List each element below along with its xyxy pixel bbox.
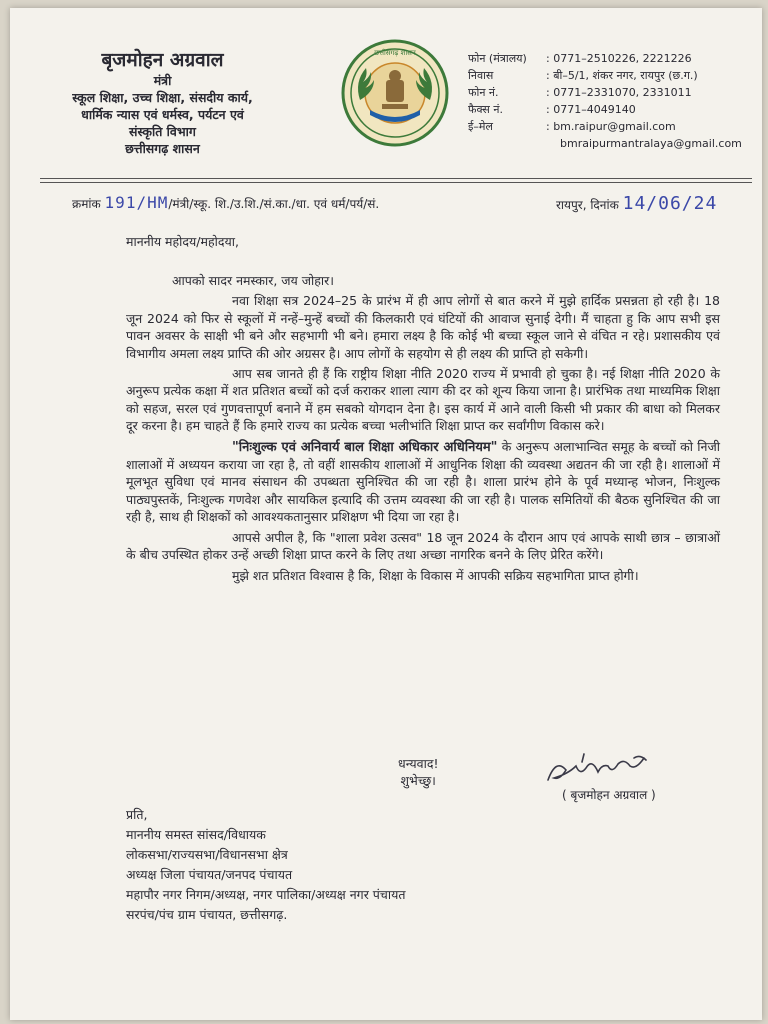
greeting: आपको सादर नमस्कार, जय जोहार।: [172, 273, 335, 288]
paragraph-1: नवा शिक्षा सत्र 2024–25 के प्रारंभ में ही आप लोगों से बात करने में मुझे हार्दिक प्रसन्नता हो रही है। 18 जून 2024 को फिर से स्कूलों में नन्हें–मुन्हें बच्चों की किलकारी एवं घंटियों की आवाज सुनाई देगी। मैं चाहता हु कि आप सभी इस पावन अवसर के साक्षी भी बने और सहभागी भी बने। हमारा लक्ष्य है कि कोई भी बच्चा स्कूल जाने से वंचित न रहे। प्रशासकीय एवं विभागीय अमला लक्ष्य प्राप्ति की ओर अग्रसर है। आप लोगों के सहयोग से ही लक्ष्य की प्राप्ति हो सकेगी।: [126, 293, 720, 361]
emblem-text: छत्तीसगढ़ शासन: [374, 49, 416, 57]
header-divider-2: [40, 182, 752, 183]
contact-label: फोन (मंत्रालय): [468, 52, 527, 65]
header-divider: [40, 178, 752, 179]
to-label: प्रति,: [126, 807, 148, 822]
contact-value: : bm.raipur@gmail.com: [546, 120, 676, 133]
contact-value: : 0771–4049140: [546, 103, 636, 116]
recipient-line: सरपंच/पंच ग्राम पंचायत, छत्तीसगढ़.: [126, 907, 288, 922]
paragraph-2: आप सब जानते ही हैं कि राष्ट्रीय शिक्षा नीति 2020 राज्य में प्रभावी हो चुका है। नई शिक्षा नीति 2020 के अनुरूप प्रत्येक कक्षा में शत प्रतिशत बच्चों को दर्ज कराकर शाला त्याग की दर को शून्य किया जाना है। प्रारंभिक तथा माध्यमिक शिक्षा को सहज, सरल एवं गुणवत्तापूर्ण बनाने में हम सबको योगदान देना है। इस कार्य में आने वाली किसी भी प्रकार की बाधा को मिलकर दूर करना है। हम चाहते हैं कि हमारे राज्य का प्रत्येक बच्चा भलीभांति शिक्षा प्राप्त कर सर्वांगीण विकास करे।: [126, 366, 720, 434]
contact-block: [468, 50, 758, 152]
contact-label: निवास: [468, 69, 494, 82]
contact-row: [468, 101, 758, 118]
paragraph-4: आपसे अपील है, कि "शाला प्रवेश उत्सव" 18 जून 2024 के दौरान आप एवं आपके साथी छात्र – छात्राओं के बीच उपस्थित होकर उन्हें अच्छी शिक्षा प्राप्त करने के लिए तथा अच्छा नागरिक बनने के लिए प्रेरित करेंगे।: [126, 529, 720, 563]
paragraph-3-text: के अनुरूप अलाभान्वित समूह के बच्चों को निजी शालाओं में अध्ययन कराया जा रहा है, तो वहीं शासकीय शालाओं में आधुनिक शिक्षा की व्यवस्था अद्यतन की जा रही है। शालाओं में मूलभूत सुविधा एवं मानव संसाधन की उपब्धता सुनिश्चित की जा रही है। शाला प्रारंभ होने के पूर्व मध्यान्ह भोजन, निःशुल्क पाठ्यपुस्तकें, निःशुल्क गणवेश और सायकिल इत्यादि की उत्तम व्यवस्था की जा रही है। पालक समितियों की बैठक सुनिश्चित की जा रही है, साथ ही शिक्षकों को आवश्यकतानुसार प्रशिक्षण भी दिया जा रहा है।: [126, 438, 720, 525]
contact-value: : 0771–2331070, 2331011: [546, 86, 692, 99]
paragraph-3: [126, 438, 720, 526]
thanks-text: धन्यवाद!: [398, 756, 439, 771]
recipient-line: लोकसभा/राज्यसभा/विधानसभा क्षेत्र: [126, 847, 288, 862]
recipient-line: अध्यक्ष जिला पंचायत/जनपद पंचायत: [126, 867, 293, 882]
recipients-list: [126, 825, 405, 925]
paragraph-5: मुझे शत प्रतिशत विश्वास है कि, शिक्षा के विकास में आपकी सक्रिय सहभागिता प्राप्त होगी।: [232, 567, 639, 583]
contact-label: फैक्स नं.: [468, 103, 503, 116]
dept-line-4: छत्तीसगढ़ शासन: [125, 141, 200, 156]
reference-number: 191/HM: [104, 193, 169, 212]
contact-value: : 0771–2510226, 2221226: [546, 52, 692, 65]
dept-line-3: संस्कृति विभाग: [129, 124, 196, 139]
letter-body: [126, 272, 720, 587]
date-line: [556, 193, 717, 214]
minister-name: बृजमोहन अग्रवाल: [101, 49, 224, 71]
recipient-line: माननीय समस्त सांसद/विधायक: [126, 827, 266, 842]
wishes-text: शुभेच्छु।: [400, 773, 436, 788]
recipient-line: महापौर नगर निगम/अध्यक्ष, नगर पालिका/अध्यक्ष नगर पंचायत: [126, 887, 406, 902]
letterhead-block: [40, 48, 285, 157]
contact-row: [468, 50, 758, 67]
minister-title: मंत्री: [153, 73, 172, 88]
dept-line-2: धार्मिक न्यास एवं धर्मस्व, पर्यटन एवं: [81, 107, 244, 122]
date-label: रायपुर, दिनांक: [556, 198, 619, 212]
contact-value: : बी–5/1, शंकर नगर, रायपुर (छ.ग.): [546, 69, 698, 82]
dept-line-1: स्कूल शिक्षा, उच्च शिक्षा, संसदीय कार्य,: [72, 90, 253, 105]
contact-email-2: bmraipurmantralaya@gmail.com: [560, 137, 742, 150]
state-emblem-icon: [340, 38, 450, 148]
reference-line: [72, 193, 379, 212]
contact-label: ई–मेल: [468, 120, 493, 133]
act-title: "निःशुल्क एवं अनिवार्य बाल शिक्षा अधिकार अधिनियम": [232, 439, 498, 455]
contact-label: फोन नं.: [468, 86, 499, 99]
signatory-name: ( बृजमोहन अग्रवाल ): [562, 788, 656, 802]
contact-row: [468, 118, 758, 135]
reference-suffix: /मंत्री/स्कू. शि./उ.शि./सं.का./धा. एवं धर्म/पर्य/सं.: [168, 197, 380, 211]
closing-block: [398, 755, 438, 789]
contact-row: [468, 67, 758, 84]
salutation: माननीय महोदय/महोदया,: [126, 234, 239, 249]
contact-row: [468, 84, 758, 101]
date-value: 14/06/24: [622, 193, 718, 214]
reference-prefix: क्रमांक: [72, 197, 101, 211]
